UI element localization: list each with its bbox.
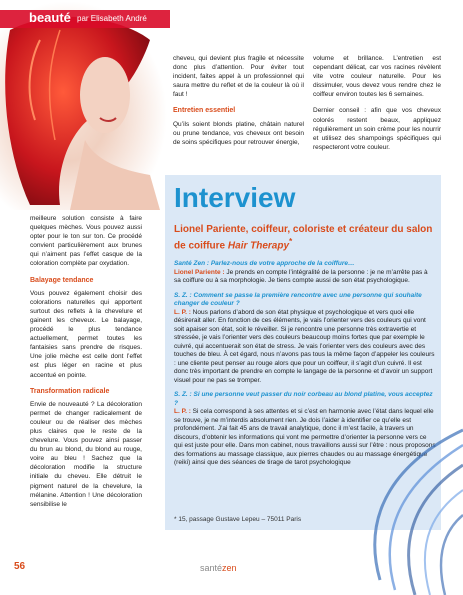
interview-title: Interview xyxy=(174,182,296,213)
paragraph: Dernier conseil : afin que vos cheveux colorés restent beaux, appliquez régulièrement un soin crème pour les nourrir et utilisez des shampoings spécifiques qui respecteront votre couleur. xyxy=(313,107,441,151)
paragraph: Envie de nouveauté ? La décoloration permet de changer radicalement de couleur ou de réaliser des mèches plus claires que le reste de la chevelure. Vous pouvez ainsi passer du brun au blond, du blond au rouge, voire au bleu ! Sachez que la décoloration modifie la structure initiale du cheveu. Elle détruit le pigment naturel de la chevelure, la mélanine. Attention ! Une décoloration sensibilise le xyxy=(30,400,142,508)
paragraph: Vous pouvez également choisir des colorations naturelles qui apportent surtout des reflets à la chevelure et gainent les cheveux. Le balayage, procédé le plus tendance actuellement, permet toutes les fantaisies sans prendre de risques. Une jolie mèche est celle dont l’effet est plus léger en racine et plus accentué en pointe. xyxy=(30,289,142,379)
paragraph: cheveu, qui devient plus fragile et nécessite donc plus d’attention. Pour éviter tout incident, faites appel à un professionnel qui saura mettre du reflet et de la couleur là où il faut ! xyxy=(173,55,304,99)
left-column xyxy=(30,214,142,516)
section-title: beauté xyxy=(29,10,71,25)
subheading: Balayage tendance xyxy=(30,276,94,284)
speaker: Lionel Pariente : xyxy=(174,268,225,276)
speaker: L. P. : xyxy=(174,408,191,415)
subheading: Entretien essentiel xyxy=(173,107,236,115)
right-column xyxy=(313,54,441,159)
page-number: 56 xyxy=(14,561,26,572)
question: Santé Zen : Parlez-nous de votre approche de la coiffure… xyxy=(174,260,355,267)
interview-subtitle: Lionel Pariente, coiffeur, coloriste et créateur du salon de coiffure Hair Therapy* xyxy=(174,224,433,251)
magazine-logo: santézen xyxy=(200,563,237,573)
middle-column xyxy=(173,54,304,154)
answer: Nous parlons d’abord de son état physique et psychologique et vers quoi elle désirerait aller. En fonction de ces éléments, je vais l’orienter vers des couleurs qui vont soit apaiser son état, soit le réveiller. Si je rencontre une personne très extravertie et stressée, je vais l’orienter vers des couleurs beaucoup moins fortes que par exemple le cuivré, qui accentuerait son état de stress. Je vais l’orienter vers des couleurs avec des touches de bleu. À cet égard, nous n’avons pas tous la même façon d’appeler les couleurs : une cliente peut penser au rouge alors que pour un coiffeur, il s’agit d’un cuivré. Il est donc très important de prendre en compte le langage de la personne et d’avoir un support visuel pour ne pas se tromper. xyxy=(174,308,435,384)
paragraph: volume et brillance. L’entretien est cependant délicat, car vos racines révèlent vite votre couleur naturelle. Pour les dissimuler, vous devez vous rendre chez le coiffeur environ toutes les 6 semaines. xyxy=(313,55,441,99)
answer: Je prends en compte l’intégralité de la personne : je ne m’arrête pas à sa coiffure ou à sa morphologie. Je tiens compte aussi de son état psychologique. xyxy=(174,268,428,284)
hero-photo xyxy=(0,0,168,210)
blue-swirl-decoration xyxy=(320,420,463,595)
answer: Si cela correspond à ses attentes et si c’est en harmonie avec l’état dans lequel elle se trouve, je ne m’interdis absolument rien. Je dois l’aider à identifier ce qu’elle est profondément. J’ai fait 45 ans de travail analytique, donc il m’est facile, à travers un discours, d’obtenir les informations qui vont me permettre d’orienter la personne vers ce qui est juste pour elle. Dans mon cabinet, nous travaillons aussi sur l’être : nous proposons des formations au massage classique, aux pierres chaudes ou au massage énergétique (reiki) ainsi que des séances de tirage de tarot psychologique xyxy=(174,408,436,466)
salon-address: * 15, passage Gustave Lepeu – 75011 Paris xyxy=(174,516,302,523)
paragraph: Qu’ils soient blonds platine, châtain naturel ou prune tendance, vos cheveux ont besoin de soins spécifiques pour retrouver énergie, xyxy=(173,120,304,146)
question: S. Z. : Comment se passe la première rencontre avec une personne qui souhaite changer de couleur ? xyxy=(174,291,422,307)
question: S. Z. : Si une personne veut passer du noir corbeau au blond platine, vous acceptez ? xyxy=(174,391,433,407)
author-byline: par Elisabeth André xyxy=(77,14,147,23)
subheading: Transformation radicale xyxy=(30,387,110,395)
paragraph: meilleure solution consiste à faire quelques mèches. Vous pouvez aussi opter pour le ton sur ton. Ce procédé convient particulièrement aux brunes qui n’aiment pas l’effet casque de la coloration complète par oxydation. xyxy=(30,215,142,268)
red-hair-woman-illustration xyxy=(0,0,168,210)
salon-name: Hair Therapy xyxy=(227,239,290,251)
speaker: L. P. : xyxy=(174,308,191,316)
